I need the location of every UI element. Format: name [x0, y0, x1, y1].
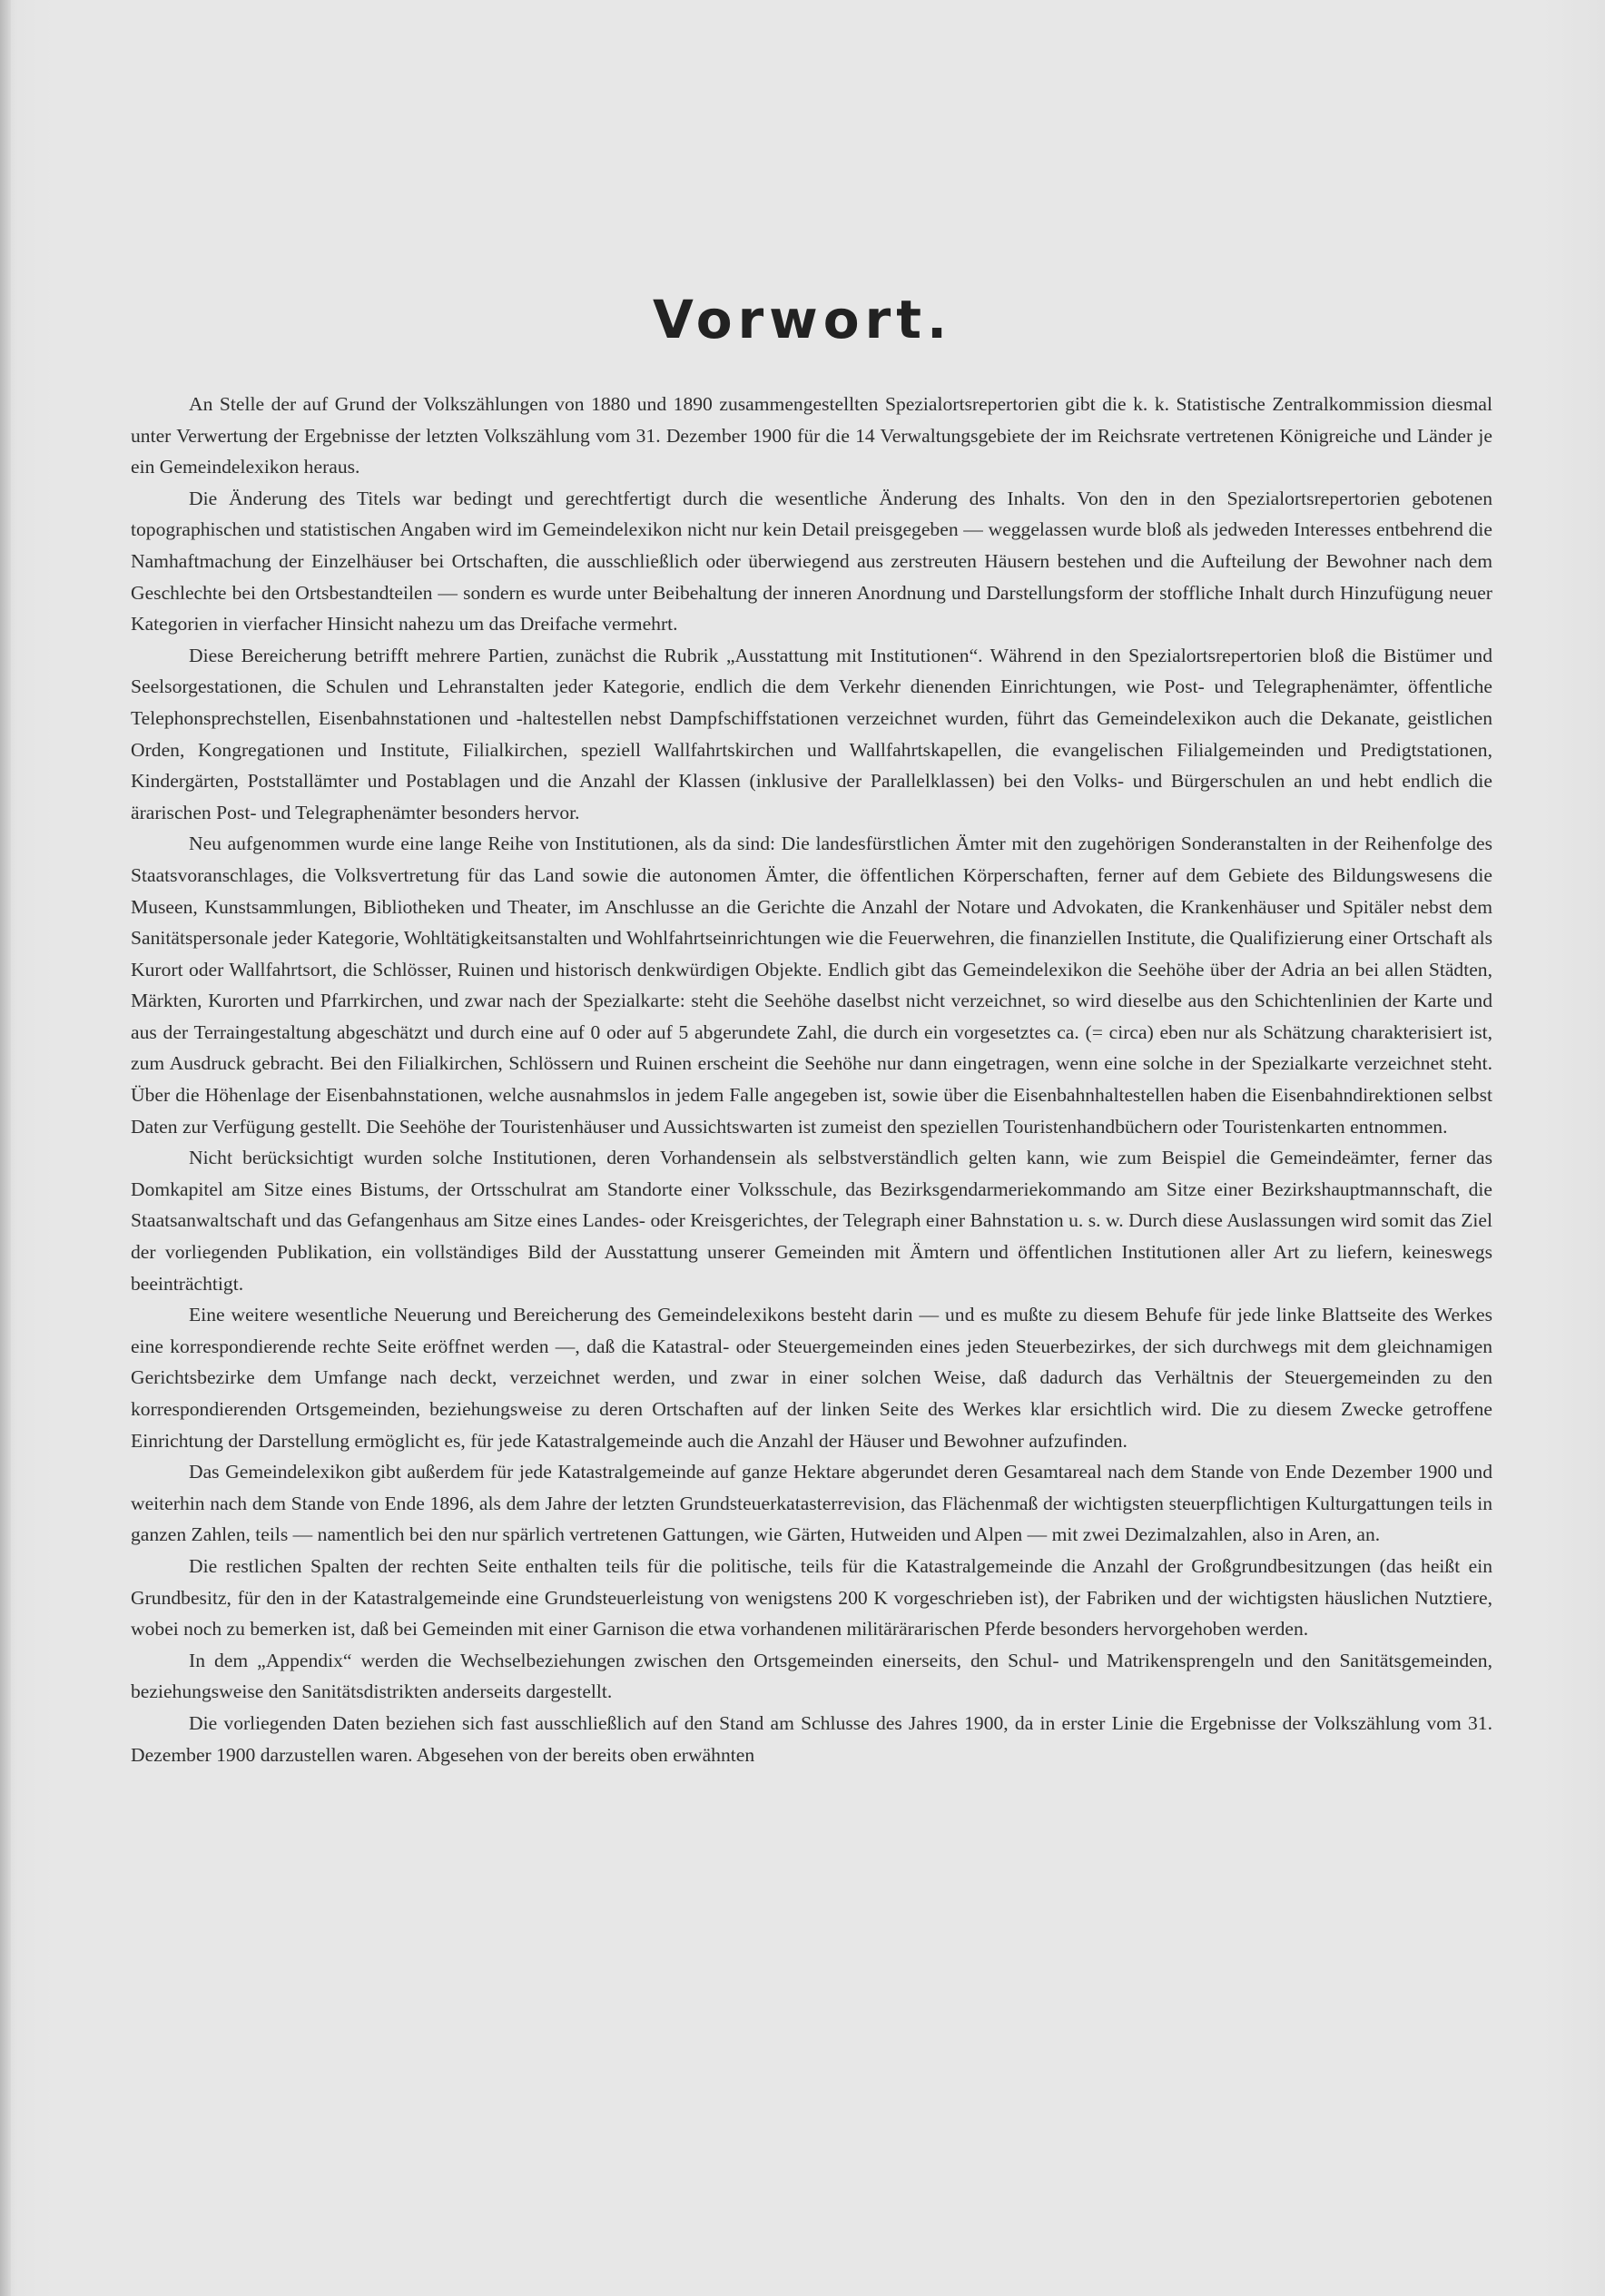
paragraph-10: Die vorliegenden Daten beziehen sich fast ausschließlich auf den Stand am Schlusse des Jahres 1900, da in erster Linie die Ergebnisse der Volkszählung vom 31. Dezember 1900 darzustellen waren. Abgesehen von der bereits oben erwähnten: [131, 1711, 1492, 1766]
paragraph-2: Die Änderung des Titels war bedingt und gerechtfertigt durch die wesentliche Änderung des Inhalts. Von den in den Spezialortsrepertorien gebotenen topographischen und statistischen Angaben wird im Gemeindelexikon nicht nur kein Detail preisgegeben — weggelassen wurde bloß als jedweden Interesses entbehrend die Namhaftmachung der Einzelhäuser bei Ortschaften, die ausschließlich oder überwiegend aus zerstreuten Häusern bestehen und die Aufteilung der Bewohner nach dem Geschlechte bei den Ortsbestandteilen — sondern es wurde unter Beibehaltung der inneren Anordnung und Darstellungsform der stoffliche Inhalt durch Hinzufügung neuer Kategorien in vierfacher Hinsicht nahezu um das Dreifache vermehrt.: [131, 487, 1492, 636]
paragraph-6: Eine weitere wesentliche Neuerung und Bereicherung des Gemeindelexikons besteht darin — und es mußte zu diesem Behufe für jede linke Blattseite des Werkes eine korrespondierende rechte Seite eröffnet werden —, daß die Katastral- oder Steuergemeinden eines jeden Steuerbezirkes, der sich durchwegs mit dem gleichnamigen Gerichtsbezirke dem Umfange nach deckt, verzeichnet werden, und zwar in einer solchen Weise, daß dadurch das Verhältnis der Steuergemeinden zu den korrespondierenden Ortsgemeinden, beziehungsweise zu deren Ortschaften auf der linken Seite des Werkes klar ersichtlich wird. Die zu diesem Zwecke getroffene Einrichtung der Darstellung ermöglicht es, für jede Katastralgemeinde auch die Anzahl der Häuser und Bewohner aufzufinden.: [131, 1304, 1492, 1452]
paragraph-5: Nicht berücksichtigt wurden solche Institutionen, deren Vorhandensein als selbstverständlich gelten kann, wie zum Beispiel die Gemeindeämter, ferner das Domkapitel am Sitze eines Bistums, der Ortsschulrat am Standorte einer Volksschule, das Bezirksgendarmeriekommando am Sitze einer Bezirkshauptmannschaft, die Staatsanwaltschaft und das Gefangenhaus am Sitze eines Landes- oder Kreisgerichtes, der Telegraph einer Bahnstation u. s. w. Durch diese Auslassungen wird somit das Ziel der vorliegenden Publikation, ein vollständiges Bild der Ausstattung unserer Gemeinden mit Ämtern und öffentlichen Institutionen aller Art zu liefern, keineswegs beeinträchtigt.: [131, 1147, 1492, 1295]
paragraph-4: Neu aufgenommen wurde eine lange Reihe von Institutionen, als da sind: Die landesfürstlichen Ämter mit den zugehörigen Sonderanstalten in der Reihenfolge des Staatsvoranschlages, die Volksvertretung für das Land sowie die autonomen Ämter, die öffentlichen Körperschaften, ferner auf dem Gebiete des Bildungswesens die Museen, Kunstsammlungen, Bibliotheken und Theater, im Anschlusse an die Gerichte die Anzahl der Notare und Advokaten, die Krankenhäuser und Spitäler nebst dem Sanitätspersonale jeder Kategorie, Wohltätigkeitsanstalten und Wohlfahrtseinrichtungen wie die Feuerwehren, die finanziellen Institute, die Qualifizierung einer Ortschaft als Kurort oder Wallfahrtsort, die Schlösser, Ruinen und historisch denkwürdigen Objekte. Endlich gibt das Gemeindelexikon die Seehöhe über der Adria an bei allen Städten, Märkten, Kurorten und Pfarrkirchen, und zwar nach der Spezialkarte: steht die Seehöhe daselbst nicht verzeichnet, so wird dieselbe aus den Schichtenlinien der Karte und aus der Terraingestaltung abgeschätzt und durch eine auf 0 oder auf 5 abgerundete Zahl, die durch ein vorgesetztes ca. (= circa) eben nur als Schätzung charakterisiert ist, zum Ausdruck gebracht. Bei den Filialkirchen, Schlössern und Ruinen erscheint die Seehöhe nur dann eingetragen, wenn eine solche in der Spezialkarte verzeichnet steht. Über die Höhenlage der Eisenbahnstationen, welche ausnahmslos in jedem Falle angegeben ist, sowie über die Eisenbahnhaltestellen haben die Eisenbahndirektionen selbst Daten zur Verfügung gestellt. Die Seehöhe der Touristenhäuser und Aussichtswarten ist zumeist den speziellen Touristenhandbüchern oder Touristenkarten entnommen.: [131, 833, 1492, 1138]
paragraph-1: An Stelle der auf Grund der Volkszählungen von 1880 und 1890 zusammengestellten Spezialortsrepertorien gibt die k. k. Statistische Zentralkommission diesmal unter Verwertung der Ergebnisse der letzten Volkszählung vom 31. Dezember 1900 für die 14 Verwaltungsgebiete der im Reichsrate vertretenen Königreiche und Länder je ein Gemeindelexikon heraus.: [131, 393, 1492, 478]
body-text: [131, 389, 1492, 1770]
paragraph-8: Die restlichen Spalten der rechten Seite enthalten teils für die politische, teils für die Katastralgemeinde die Anzahl der Großgrundbesitzungen (das heißt ein Grundbesitz, für den in der Katastralgemeinde eine Grundsteuerleistung von wenigstens 200 K vorgeschrieben ist), der Fabriken und der wichtigsten häuslichen Nutztiere, wobei noch zu bemerken ist, daß bei Gemeinden mit einer Garnison die etwa vorhandenen militärärarischen Pferde besonders hervorgehoben werden.: [131, 1554, 1492, 1641]
page-title: Vorwort.: [653, 289, 952, 350]
paragraph-3: Diese Bereicherung betrifft mehrere Partien, zunächst die Rubrik „Ausstattung mit Institutionen“. Während in den Spezialortsrepertorien bloß die Bistümer und Seelsorgestationen, die Schulen und Lehranstalten jeder Kategorie, endlich die dem Verkehr dienenden Einrichtungen, wie Post- und Telegraphenämter, öffentliche Telephonsprechstellen, Eisenbahnstationen und -haltestellen nebst Dampfschiffstationen verzeichnet wurden, führt das Gemeindelexikon auch die Dekanate, geistlichen Orden, Kongregationen und Institute, Filialkirchen, speziell Wallfahrtskirchen und Wallfahrtskapellen, die evangelischen Filialgemeinden und Predigtstationen, Kindergärten, Poststallämter und Postablagen und die Anzahl der Klassen (inklusive der Parallelklassen) bei den Volks- und Bürgerschulen an und hebt endlich die ärarischen Post- und Telegraphenämter besonders hervor.: [131, 644, 1492, 823]
paragraph-7: Das Gemeindelexikon gibt außerdem für jede Katastralgemeinde auf ganze Hektare abgerundet deren Gesamtareal nach dem Stande von Ende Dezember 1900 und weiterhin nach dem Stande von Ende 1896, als dem Jahre der letzten Grundsteuerkatasterrevision, das Flächenmaß der wichtigsten steuerpflichtigen Kulturgattungen teils in ganzen Zahlen, teils — namentlich bei den nur spärlich vertretenen Gattungen, wie Gärten, Hutweiden und Alpen — mit zwei Dezimalzahlen, also in Aren, an.: [131, 1461, 1492, 1546]
paragraph-9: In dem „Appendix“ werden die Wechselbeziehungen zwischen den Ortsgemeinden einerseits, den Schul- und Matrikensprengeln und den Sanitätsgemeinden, beziehungsweise den Sanitätsdistrikten anderseits dargestellt.: [131, 1649, 1492, 1703]
